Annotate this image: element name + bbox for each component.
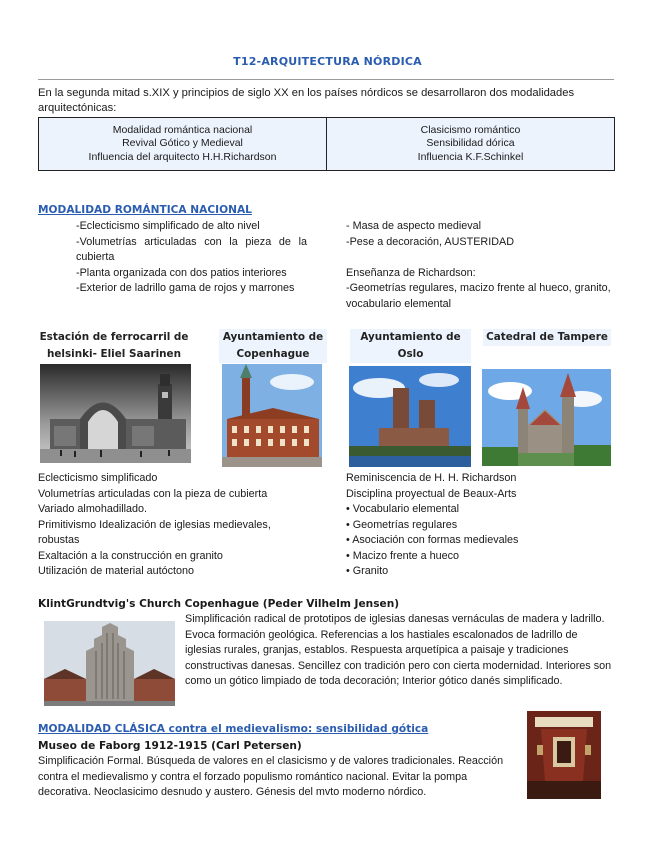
bullet-text: Asociación con formas medievales (352, 534, 519, 546)
bullet-icon: • (346, 549, 353, 562)
list-item: -Planta organizada con dos patios interiores (76, 266, 287, 279)
modality-right-cell (326, 118, 614, 170)
list-item: -Pese a decoración, AUSTERIDAD (346, 235, 515, 248)
title-divider (38, 79, 614, 80)
modality-left-line: Modalidad romántica nacional (112, 123, 253, 136)
church-heading: KlintGrundtvig's Church Copenhague (Peder Vilhelm Jensen) (38, 598, 400, 610)
tampere-cathedral-photo (482, 369, 611, 466)
list-item: Primitivismo Idealización de iglesias medievales, robustas (38, 518, 271, 546)
church-description: Simplificación radical de prototipos de iglesias danesas vernáculas de madera y ladrillo. Evoca formación geológica. Referencias a los hastiales escalonados de ladrillo de iglesias rurales, granjas, establos. Respuesta arquetípica a paisaje y tradiciones constructivas danesas. Sencillez con tradición pero con cierta modernidad. Interiores son como un gótico limpiado de toda decoración; Interior gótico danés simplificado. (185, 613, 612, 687)
bullet-item (346, 518, 612, 534)
list-item: Enseñanza de Richardson: (346, 266, 476, 279)
caption-oslo-city-hall: Ayuntamiento de Oslo (350, 329, 471, 363)
list-item: Volumetrías articuladas con la pieza de cubierta (38, 487, 268, 500)
bullet-text: Geometrías regulares (352, 518, 458, 531)
page-title: T12-ARQUITECTURA NÓRDICA (233, 55, 422, 68)
list-item: Eclecticismo simplificado (38, 472, 158, 484)
romantic-heading: MODALIDAD ROMÁNTICA NACIONAL (38, 204, 252, 216)
modality-right-line: Sensibilidad dórica (426, 137, 515, 150)
bullet-item (346, 533, 612, 549)
classic-heading: MODALIDAD CLÁSICA contra el medievalismo: sensibilidad gótica (38, 723, 429, 735)
modality-left-line: Revival Gótico y Medieval (122, 137, 243, 150)
modalities-table (38, 117, 615, 171)
bullet-icon: • (346, 518, 353, 531)
bullet-text: Vocabulario elemental (352, 503, 460, 515)
helsinki-station-photo (40, 364, 191, 463)
modality-right-line: Clasicismo romántico (420, 123, 521, 136)
caption-copenhagen-city-hall: Ayuntamiento de Copenhague (219, 329, 327, 363)
classic-subheading: Museo de Faborg 1912-1915 (Carl Petersen) (38, 740, 302, 752)
list-item: -Eclecticismo simplificado de alto nivel (76, 220, 260, 232)
features-right-list (346, 471, 612, 580)
bullet-icon: • (346, 503, 353, 515)
list-item: Utilización de material autóctono (38, 565, 195, 577)
list-item: Variado almohadillado. (38, 503, 148, 515)
bullet-icon: • (346, 534, 353, 546)
list-item: Disciplina proyectual de Beaux-Arts (346, 487, 517, 500)
caption-helsinki-station: Estación de ferrocarril de helsinki- Eliel Saarinen (39, 331, 189, 360)
bullet-icon: • (346, 565, 353, 577)
caption-tampere-cathedral: Catedral de Tampere (483, 329, 611, 346)
modality-left-line: Influencia del arquitecto H.H.Richardson (88, 150, 277, 163)
oslo-city-hall-photo (349, 366, 471, 467)
list-item: - Masa de aspecto medieval (346, 220, 482, 232)
list-item: Exaltación a la construcción en granito (38, 549, 223, 562)
bullet-item (346, 549, 612, 565)
bullet-text: Macizo frente a hueco (352, 549, 460, 562)
intro-paragraph: En la segunda mitad s.XIX y principios de siglo XX en los países nórdicos se desarrollaron dos modalidades arquitectónicas: (38, 87, 575, 114)
list-item: -Exterior de ladrillo gama de rojos y marrones (76, 282, 295, 294)
list-item: Reminiscencia de H. H. Richardson (346, 472, 517, 484)
list-item: -Volumetrías articuladas con la pieza de la cubierta (76, 235, 307, 263)
modality-right-line: Influencia K.F.Schinkel (417, 150, 524, 163)
bullet-item (346, 564, 612, 580)
features-left-list (38, 471, 293, 580)
bullet-item (346, 502, 612, 518)
bullet-text: Granito (352, 565, 389, 577)
classic-description: Simplificación Formal. Búsqueda de valores en el clasicismo y de valores tradicionales. Reacción contra el medievalismo y contra el forzado populismo romántico nacional. Evitar la pompa decorativa. Neoclasicimo desnudo y austero. Génesis del mvto moderno nórdico. (38, 755, 504, 798)
romantic-left-list (76, 219, 307, 297)
list-item: -Geometrías regulares, macizo frente al hueco, granito, vocabulario elemental (346, 282, 611, 310)
modality-left-cell (39, 118, 326, 170)
romantic-right-list (346, 219, 612, 312)
faaborg-museum-photo (527, 711, 601, 799)
grundtvig-church-photo (44, 621, 175, 706)
copenhagen-city-hall-photo (222, 364, 322, 467)
